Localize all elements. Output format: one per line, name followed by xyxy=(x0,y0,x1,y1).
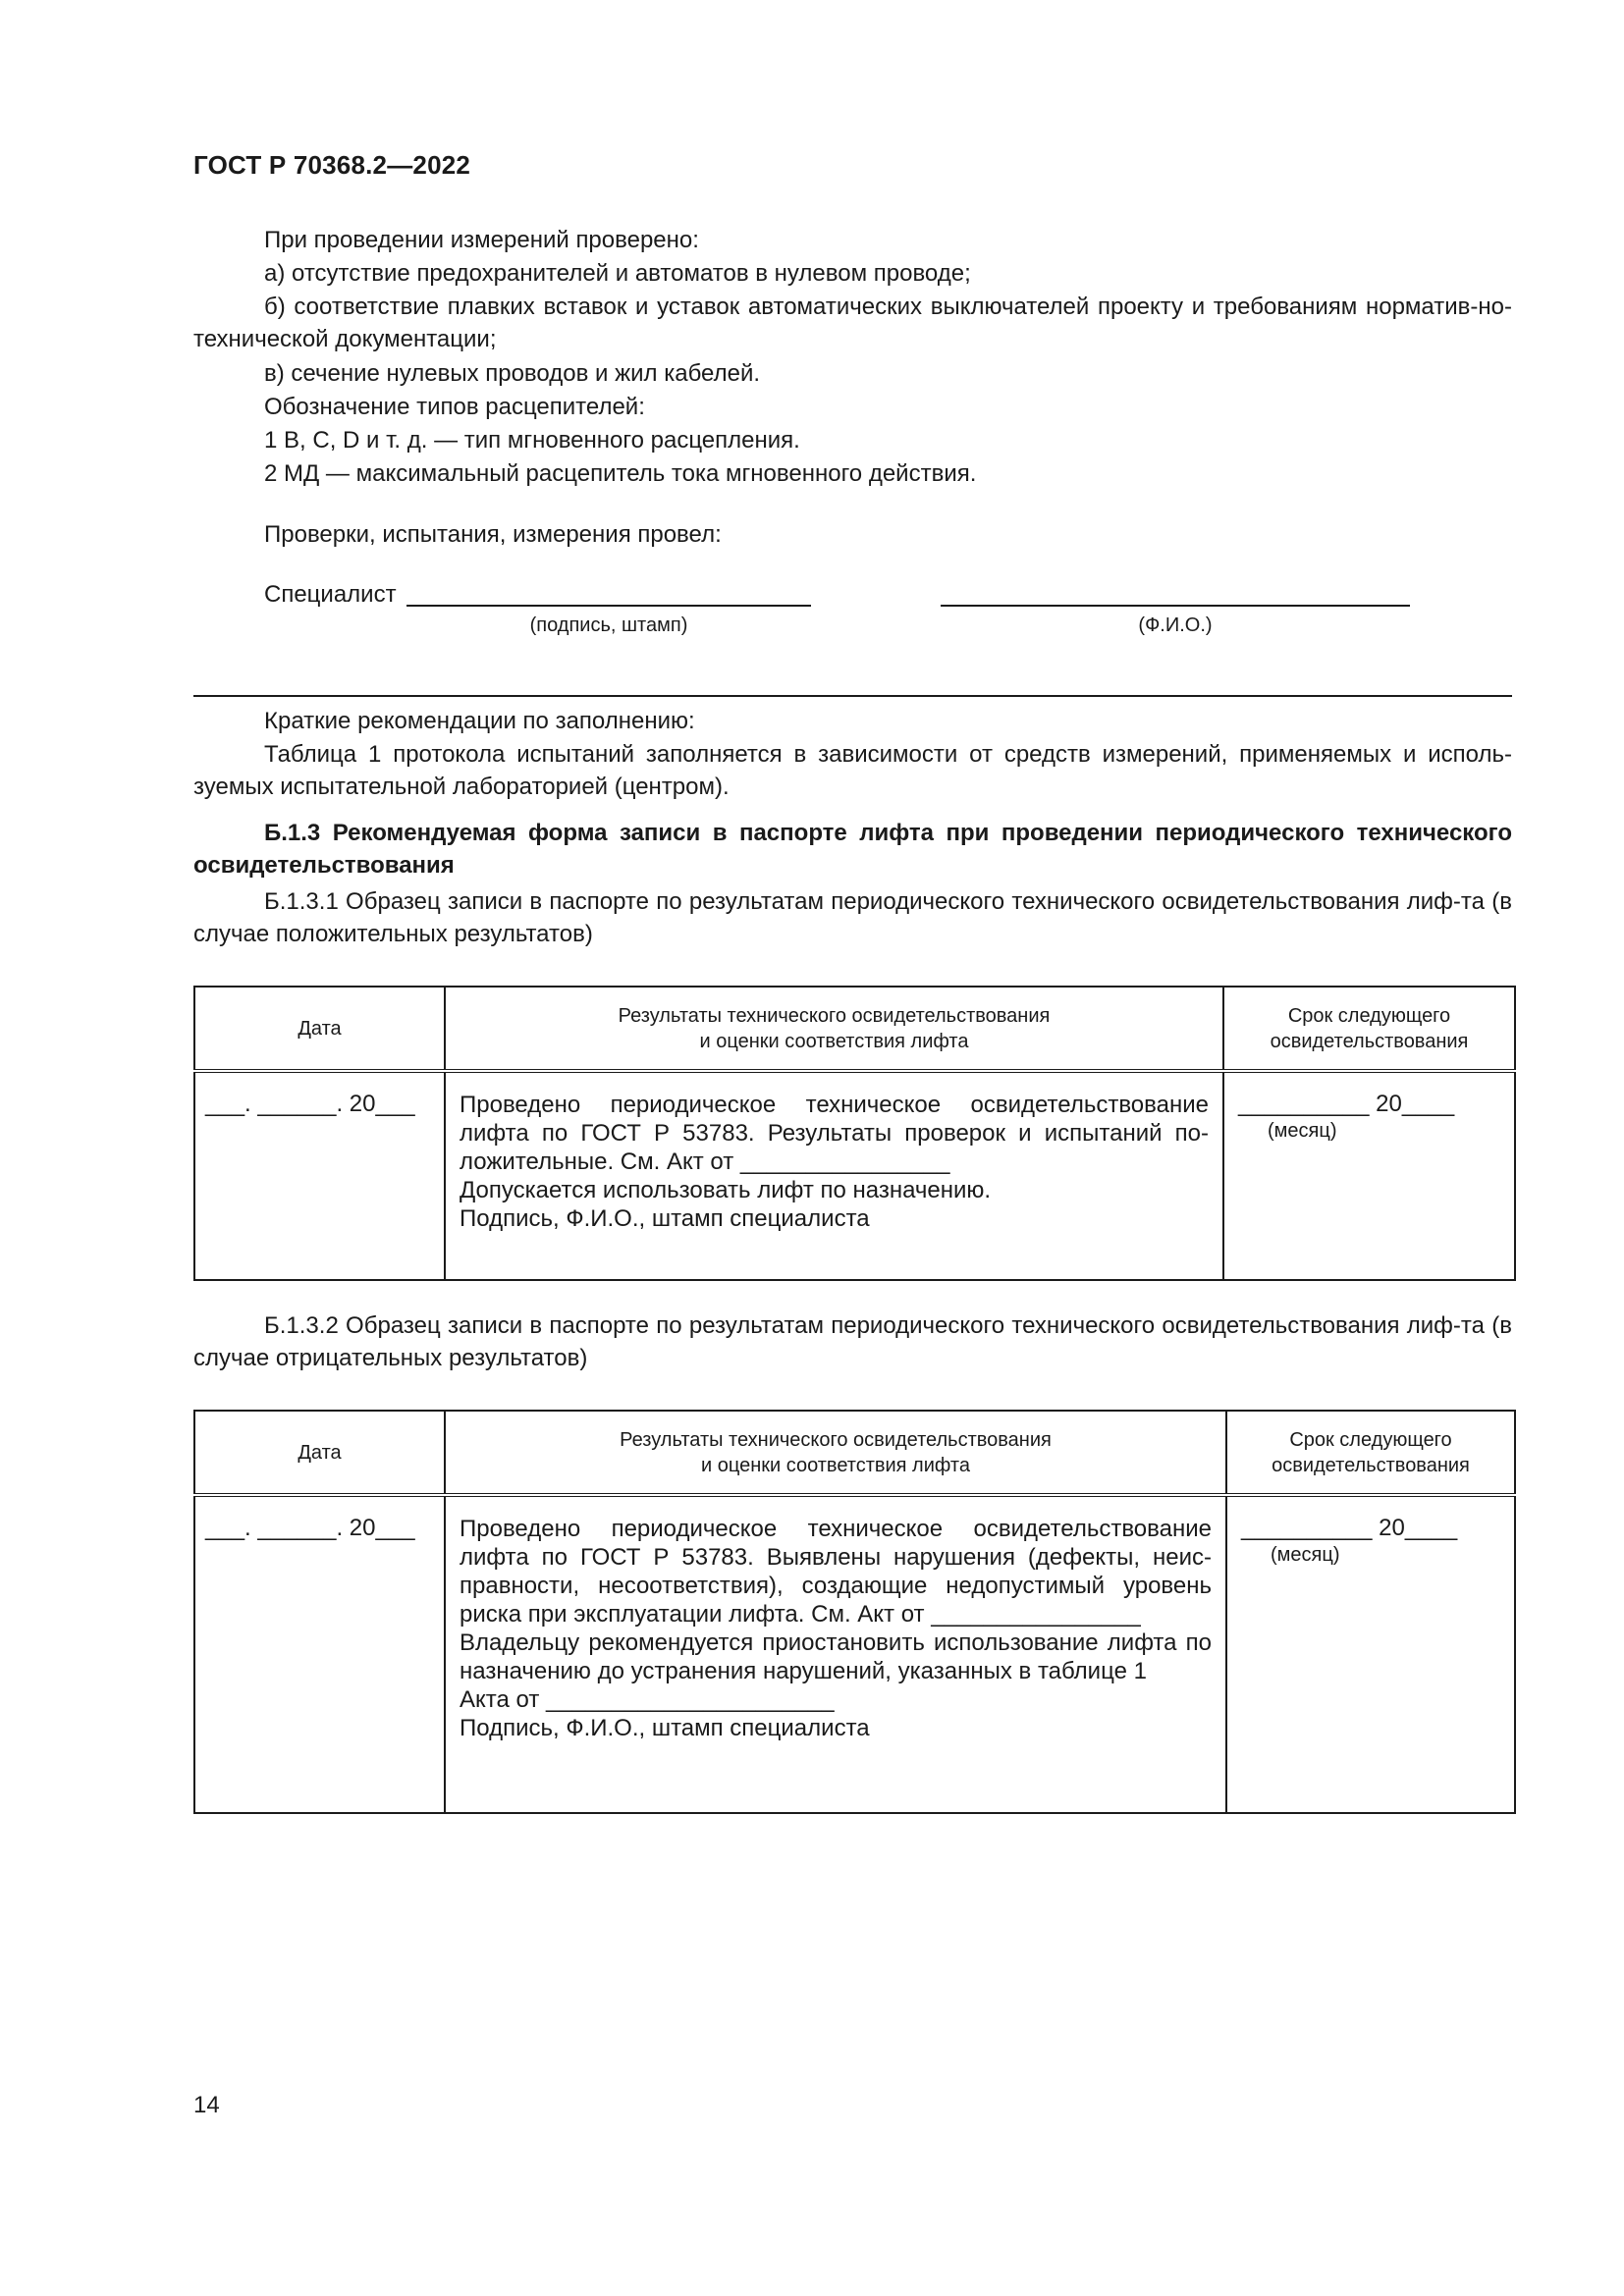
signature-line xyxy=(406,605,811,607)
table-header-row xyxy=(194,987,1515,1071)
result-recommend: Владельцу рекомендуется приостановить использование лифта по назначению до устранения нарушений, указанных в таблице 1 xyxy=(460,1629,1212,1684)
result-signature: Подпись, Ф.И.О., штамп специалиста xyxy=(460,1715,870,1741)
col-header-results xyxy=(445,987,1223,1071)
next-month-caption: (месяц) xyxy=(1268,1120,1337,1142)
types-heading: Обозначение типов расцепителей: xyxy=(264,394,645,420)
checked-heading: При проведении измерений проверено: xyxy=(264,227,699,253)
col-header-results-line1: Результаты технического освидетельствования xyxy=(620,1428,1052,1451)
result-text: Проведено периодическое техническое освидетельствование лифта по ГОСТ Р 53783. Результаты проверок и испытаний по-ложительные. См. Акт от ________________ xyxy=(460,1092,1209,1175)
next-month-caption: (месяц) xyxy=(1271,1544,1340,1566)
document-code: ГОСТ Р 70368.2—2022 xyxy=(193,150,471,180)
checked-item-b: б) соответствие плавких вставок и уставок автоматических выключателей проекту и требованиям норматив-но-технической документации; xyxy=(193,294,1512,352)
recommendations-text: Таблица 1 протокола испытаний заполняется в зависимости от средств измерений, применяемых и исполь-зуемых испытательной лабораторией (центром). xyxy=(193,741,1512,800)
result-act: Акта от ______________________ xyxy=(460,1686,835,1713)
page-number: 14 xyxy=(193,2092,220,2118)
col-header-results-line2: и оценки соответствия лифта xyxy=(701,1454,970,1476)
col-header-results-line2: и оценки соответствия лифта xyxy=(699,1030,969,1052)
result-allowed: Допускается использовать лифт по назначению. xyxy=(460,1177,992,1203)
col-header-next-line2: освидетельствования xyxy=(1272,1454,1470,1476)
result-signature: Подпись, Ф.И.О., штамп специалиста xyxy=(460,1205,870,1232)
sample-1-intro: Б.1.3.1 Образец записи в паспорте по результатам периодического технического освидетельствования лиф-та (в случае положительных результатов) xyxy=(193,888,1512,947)
name-line xyxy=(941,605,1410,607)
checked-item-a: а) отсутствие предохранителей и автоматов в нулевом проводе; xyxy=(264,260,971,287)
next-cell xyxy=(1223,1071,1515,1280)
type-2: 2 МД — максимальный расцепитель тока мгновенного действия. xyxy=(264,460,977,487)
result-cell xyxy=(445,1495,1226,1813)
signature-heading: Проверки, испытания, измерения провел: xyxy=(264,521,722,548)
section-divider xyxy=(193,695,1512,697)
next-value: __________ 20____ xyxy=(1241,1515,1458,1541)
checked-item-v: в) сечение нулевых проводов и жил кабелей. xyxy=(264,360,761,387)
col-header-next-line1: Срок следующего xyxy=(1287,1004,1451,1027)
col-header-results-line1: Результаты технического освидетельствования xyxy=(618,1004,1051,1027)
next-cell xyxy=(1226,1495,1515,1813)
col-header-next-line1: Срок следующего xyxy=(1289,1428,1452,1451)
col-header-date: Дата xyxy=(194,987,445,1071)
col-header-next-line2: освидетельствования xyxy=(1270,1030,1469,1052)
section-b13-title: Б.1.3 Рекомендуемая форма записи в паспорте лифта при проведении периодического технического освидетельствования xyxy=(193,820,1512,879)
col-header-date: Дата xyxy=(194,1411,445,1495)
table-row xyxy=(194,1495,1515,1813)
result-cell xyxy=(445,1071,1223,1280)
result-text: Проведено периодическое техническое освидетельствование лифта по ГОСТ Р 53783. Выявлены нарушения (дефекты, неис-правности, несоответствия), создающие недопустимый уровень риска при эксплуатации лифта. См. Акт от ________________ xyxy=(460,1516,1212,1628)
date-cell: ___. ______. 20___ xyxy=(194,1071,445,1280)
table-row xyxy=(194,1071,1515,1280)
col-header-next xyxy=(1226,1411,1515,1495)
name-caption: (Ф.И.О.) xyxy=(1138,614,1213,636)
sample-2-table xyxy=(193,1410,1516,1814)
type-1: 1 B, C, D и т. д. — тип мгновенного расцепления. xyxy=(264,427,800,454)
sample-1-table xyxy=(193,986,1516,1281)
table-header-row xyxy=(194,1411,1515,1495)
sample-2-intro: Б.1.3.2 Образец записи в паспорте по результатам периодического технического освидетельствования лиф-та (в случае отрицательных результатов) xyxy=(193,1312,1512,1371)
specialist-label: Специалист xyxy=(264,581,397,608)
signature-caption: (подпись, штамп) xyxy=(529,614,688,636)
date-cell: ___. ______. 20___ xyxy=(194,1495,445,1813)
next-value: __________ 20____ xyxy=(1238,1091,1455,1117)
col-header-next xyxy=(1223,987,1515,1071)
recommendations-heading: Краткие рекомендации по заполнению: xyxy=(264,708,695,734)
col-header-results xyxy=(445,1411,1226,1495)
